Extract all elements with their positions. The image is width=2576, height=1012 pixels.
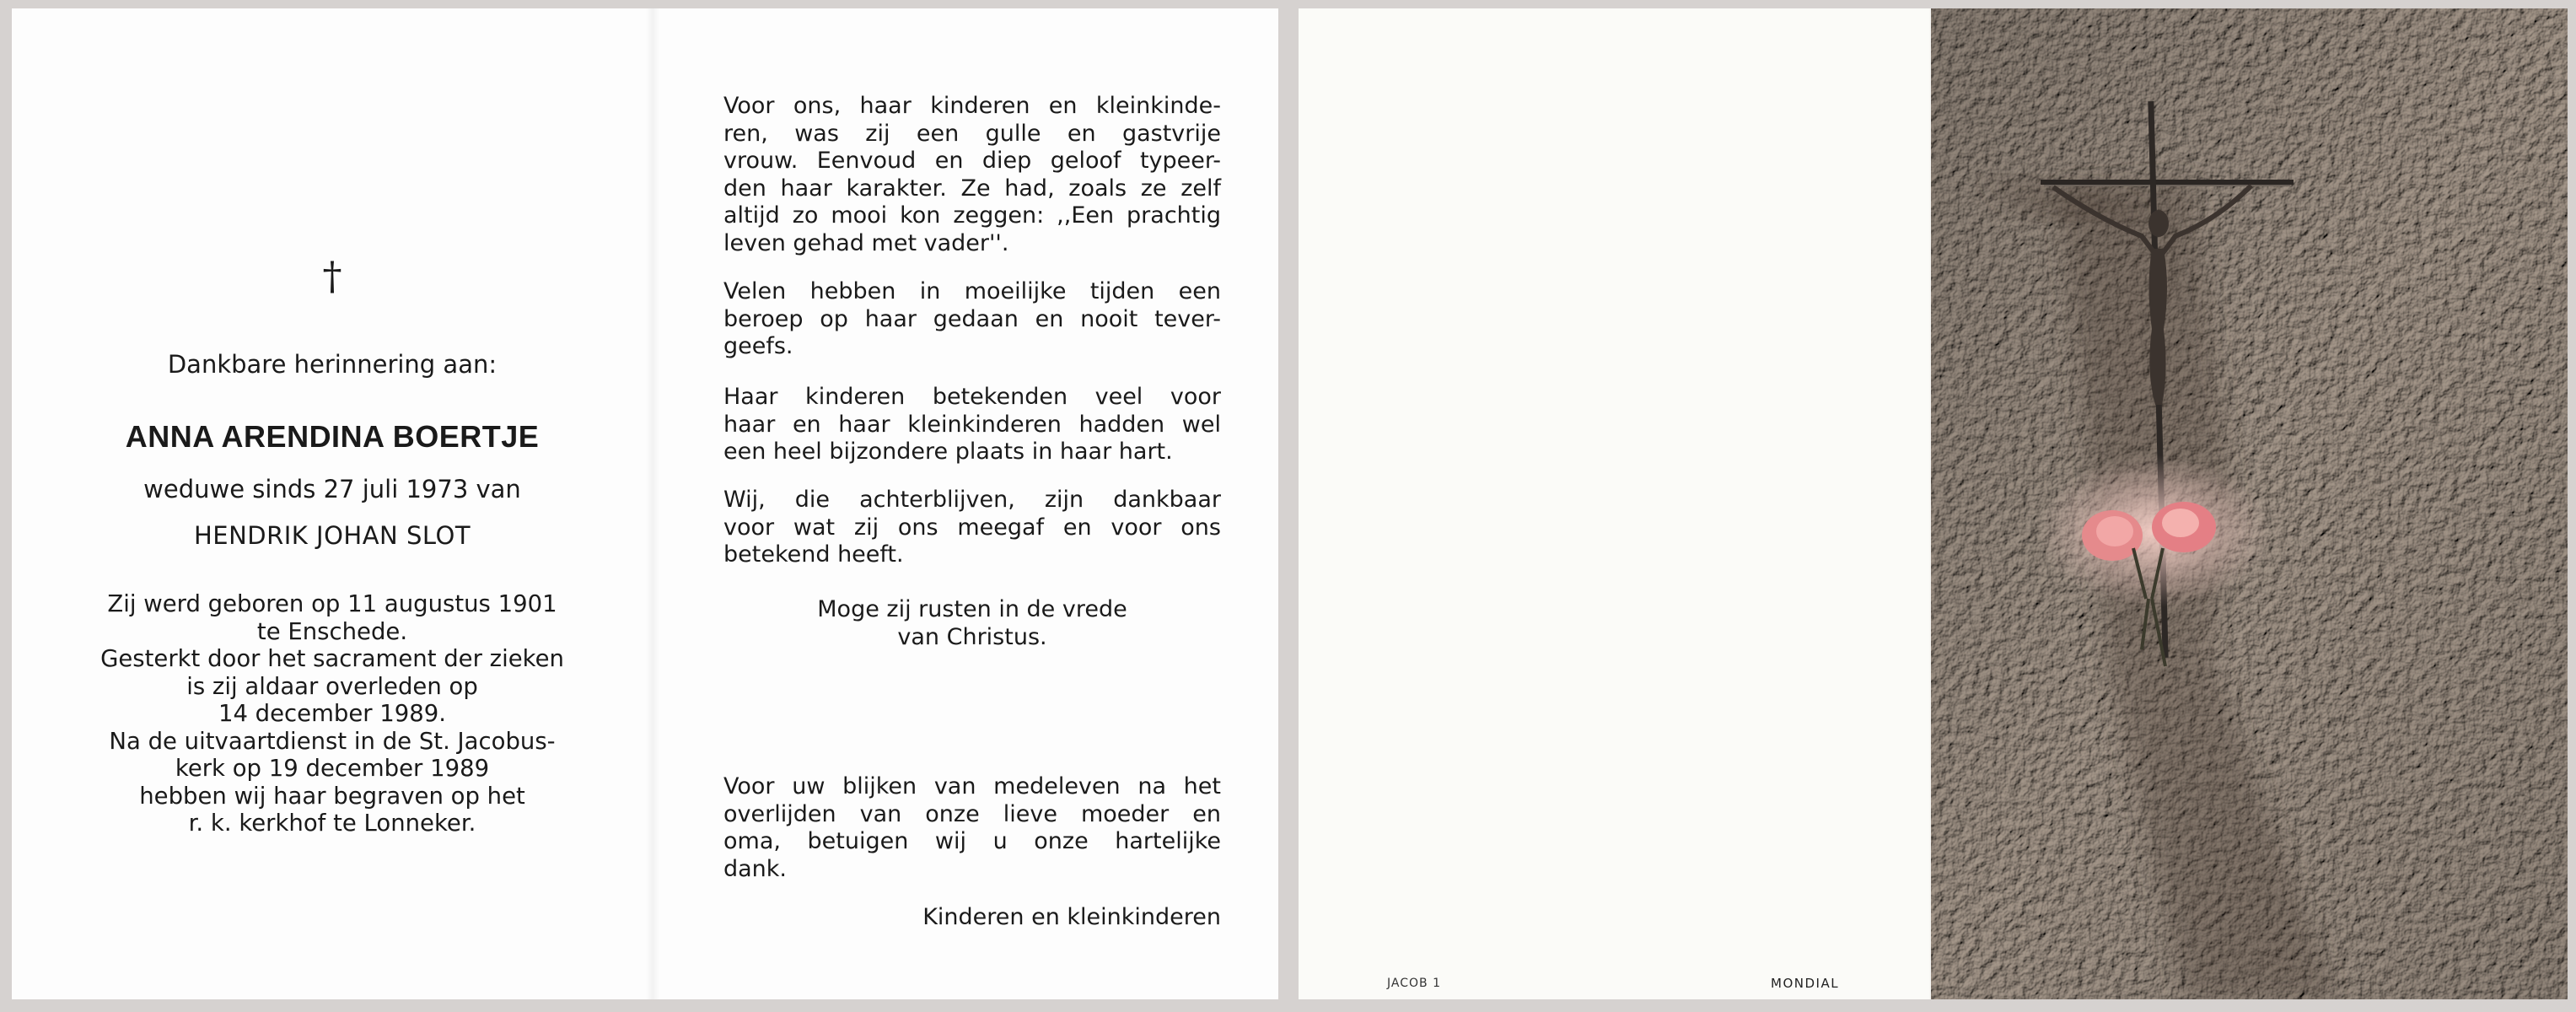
printer-name: MONDIAL: [1771, 976, 1840, 991]
paragraph-line: betekend heeft.: [723, 541, 904, 568]
blessing-line: Moge zij rusten in de vrede: [817, 596, 1127, 622]
paragraph-line: Wij, die achterblijven, zijn dankbaar: [723, 487, 1221, 513]
paragraph: [723, 93, 1221, 257]
bio-line: hebben wij haar begraven op het: [139, 782, 525, 810]
left-panel: [12, 8, 653, 999]
paragraph-line: dank.: [723, 855, 788, 882]
paragraph-line: Voor ons, haar kinderen en kleinkinde-: [723, 93, 1221, 119]
paragraph-line: Voor uw blijken van medeleven na het: [723, 773, 1221, 799]
widow-line: weduwe sinds 27 juli 1973 van: [143, 475, 521, 503]
crucifix-photo: [1931, 8, 2568, 999]
paragraph-line: geefs.: [723, 333, 793, 359]
husband-name: HENDRIK JOHAN SLOT: [193, 521, 471, 550]
bio-line: Zij werd geboren op 11 augustus 1901: [107, 590, 557, 617]
biography: [12, 590, 653, 837]
bio-line: Na de uitvaartdienst in de St. Jacobus-: [109, 727, 556, 755]
paragraph: [723, 278, 1221, 361]
deceased-name: ANNA ARENDINA BOERTJE: [125, 419, 540, 454]
bio-line: te Enschede.: [256, 617, 408, 645]
paragraph-line: leven gehad met vader''.: [723, 229, 1009, 256]
paragraph-line: een heel bijzondere plaats in haar hart.: [723, 439, 1173, 465]
middle-panel: [654, 8, 1278, 999]
blessing: [723, 596, 1221, 651]
bio-line: kerk op 19 december 1989: [175, 755, 490, 782]
paragraph-line: oma, betuigen wij u onze hartelijke: [723, 828, 1221, 854]
bio-line: Gesterkt door het sacrament der zieken: [100, 645, 564, 672]
paragraph: [723, 487, 1221, 569]
paragraph-line: overlijden van onze lieve moeder en: [723, 800, 1221, 827]
back-panel: [1299, 8, 1929, 999]
paragraph-line: altijd zo mooi kon zeggen: ,,Een prachtig: [723, 202, 1221, 229]
paragraph-line: beroep op haar gedaan en nooit tever-: [723, 305, 1221, 332]
blessing-line: van Christus.: [897, 623, 1047, 650]
printer-code: JACOB 1: [1387, 977, 1441, 990]
cross-icon: †: [322, 253, 342, 299]
intro-text: Dankbare herinnering aan:: [167, 350, 497, 379]
signature: Kinderen en kleinkinderen: [922, 904, 1221, 930]
memorial-card-inside: [12, 8, 1278, 999]
memorial-card-outside: [1299, 8, 2568, 999]
paragraph-line: ren, was zij een gulle en gastvrije: [723, 120, 1221, 147]
paragraph-line: den haar karakter. Ze had, zoals ze zelf: [723, 175, 1221, 202]
paragraph-line: vrouw. Eenvoud en diep geloof typeer-: [723, 148, 1221, 174]
bio-line: is zij aldaar overleden op: [186, 672, 478, 700]
paragraph-line: voor wat zij ons meegaf en voor ons: [723, 514, 1221, 541]
thanks-paragraph: [723, 773, 1221, 883]
crucifix-with-roses-icon: [1931, 8, 2568, 999]
paragraph: [723, 384, 1221, 466]
bio-line: 14 december 1989.: [218, 700, 447, 727]
paragraph-line: Haar kinderen betekenden veel voor: [723, 384, 1221, 410]
paragraph-line: Velen hebben in moeilijke tijden een: [723, 278, 1221, 304]
bio-line: r. k. kerkhof te Lonneker.: [188, 810, 476, 837]
paragraph-line: haar en haar kleinkinderen hadden wel: [723, 411, 1221, 438]
